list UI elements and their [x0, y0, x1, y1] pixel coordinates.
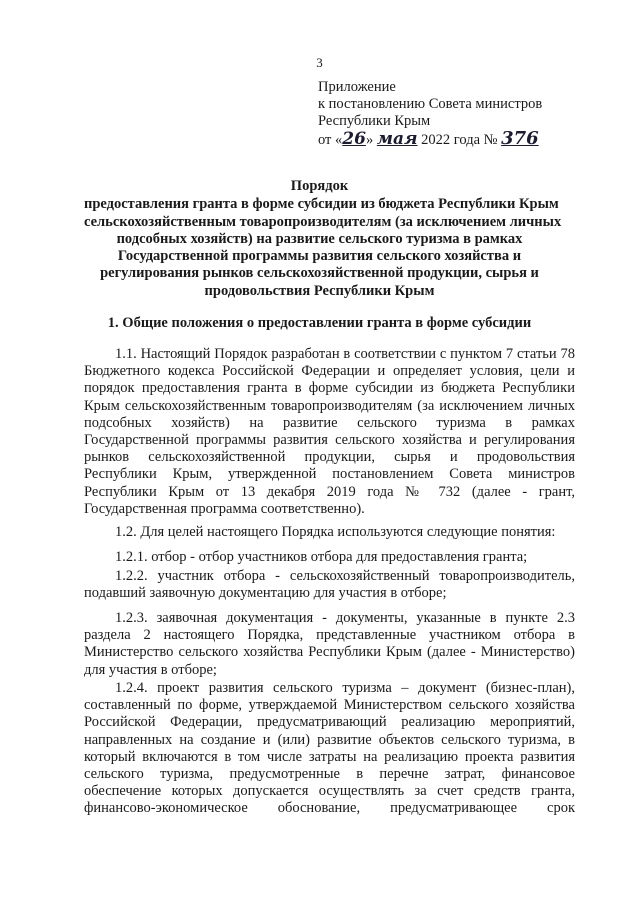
appendix-republic: Республики Крым	[318, 113, 431, 129]
title-line: регулирования рынков сельскохозяйственной продукции, сырья и	[100, 265, 539, 282]
date-prefix: от «	[318, 132, 343, 148]
appendix-label: Приложение	[318, 79, 396, 95]
title-line: Государственной программы развития сельского хозяйства и	[117, 248, 522, 265]
text-line: обеспечение которых допускается осуществлять за счет средств гранта,	[84, 783, 575, 800]
text-line: Крым сельскохозяйственным товаропроизводителям (за исключением личных	[84, 397, 575, 414]
paragraph-1-1	[84, 346, 575, 518]
paragraph-1-2-2	[84, 568, 575, 602]
title-line: подсобных хозяйств) на развитие сельского туризма в рамках	[116, 230, 523, 247]
text-line: финансово-экономическое обоснование, предусматривающее срок	[84, 800, 575, 817]
text-line: составленный по форме, утверждаемой Министерством сельского хозяйства	[84, 697, 575, 714]
section-heading: 1. Общие положения о предоставлении гранта в форме субсидии	[107, 315, 532, 331]
text-line: Бюджетного кодекса Российской Федерации и определяет условия, цели и	[84, 363, 575, 380]
date-mid: »	[365, 132, 374, 148]
text-line: подсобных хозяйств) на развитие сельского туризма в рамках	[84, 414, 575, 431]
date-year: 2022 года №	[417, 132, 498, 148]
appendix-decree: к постановлению Совета министров	[318, 96, 543, 112]
title-line: сельскохозяйственным товаропроизводителям (за исключением личных	[84, 213, 562, 230]
text-line: 1.2. Для целей настоящего Порядка используются следующие понятия:	[115, 524, 556, 540]
paragraph-1-2-4	[84, 680, 575, 818]
text-line: 1.2.2. участник отбора - сельскохозяйственный товаропроизводитель,	[115, 568, 575, 584]
title-line: предоставления гранта в форме субсидии из бюджета Республики Крым	[84, 196, 559, 213]
text-line: для участия в отборе;	[84, 661, 217, 678]
text-line: 1.2.1. отбор - отбор участников отбора для предоставления гранта;	[115, 549, 528, 565]
text-line: Министерство сельского хозяйства Республики Крым (далее - Министерство)	[84, 644, 575, 661]
text-line: направленных на создание и (или) развитие объектов сельского туризма, в	[84, 731, 575, 748]
page-number: 3	[316, 55, 323, 70]
text-line: сельского туризма, предусмотренные в перечне затрат, финансовое	[84, 766, 575, 783]
title-line: Порядок	[290, 178, 349, 194]
handwritten-day: 26	[342, 129, 366, 149]
document-title	[84, 178, 562, 300]
text-line: раздела 2 настоящего Порядка, представленные участником отбора в	[84, 627, 575, 644]
paragraph-1-2-1	[84, 549, 575, 566]
text-line: порядок предоставления гранта в форме субсидии из бюджета Республики	[84, 380, 575, 397]
appendix-date-line	[318, 130, 542, 149]
text-line: Государственная программа соответственно).	[84, 500, 365, 517]
text-line: Государственной программы развития сельского хозяйства и регулирования	[84, 432, 575, 449]
paragraph-1-2	[84, 524, 575, 541]
handwritten-number: 376	[501, 128, 539, 149]
text-line: который включаются в том числе затраты на реализацию проекта развития	[84, 748, 575, 765]
title-line: продовольствия Республики Крым	[204, 282, 435, 299]
text-line: 1.2.3. заявочная документация - документы, указанные в пункте 2.3	[115, 610, 575, 626]
text-line: подавший заявочную документацию для участия в отборе;	[84, 585, 447, 602]
text-line: Российской Федерации, предусматривающий реализацию мероприятий,	[84, 714, 575, 731]
text-line: Республики Крым от 13 декабря 2019 года № 732 (далее - грант,	[84, 483, 575, 500]
text-line: Республики Крым, утвержденной постановлением Совета министров	[84, 466, 575, 483]
paragraph-1-2-3	[84, 610, 575, 679]
text-line: рынков сельскохозяйственной продукции, сырья и продовольствия	[84, 449, 575, 466]
handwritten-month: мая	[376, 129, 418, 149]
text-line: 1.1. Настоящий Порядок разработан в соответствии с пунктом 7 статьи 78	[115, 346, 575, 362]
appendix-block	[318, 79, 542, 149]
text-line: 1.2.4. проект развития сельского туризма – документ (бизнес-план),	[115, 680, 575, 696]
